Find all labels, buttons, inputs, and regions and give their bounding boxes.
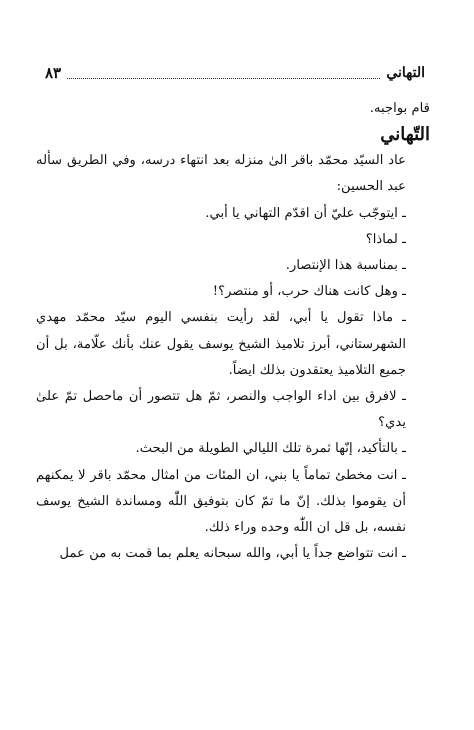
dialogue-line: ـ وهل كانت هناك حرب، أو منتصر؟!	[212, 284, 406, 300]
dialogue-line: ـ لماذا؟	[365, 231, 406, 247]
section-title: التّهاني	[380, 124, 430, 146]
dialogue-line: ـ بالتأكيد، إنّها ثمرة تلك الليالي الطويلة من البحث.	[135, 441, 406, 457]
leader-dots	[67, 68, 380, 79]
dialogue-line: ـ انت تتواضع جداً يا أبي، والله سبحانه يعلم بما قمت به من عمل	[59, 546, 406, 562]
running-title: التهاني	[386, 65, 425, 81]
dialogue-line: ـ انت مخطئ تماماً يا بني، ان المئات من امثال محمّد باقر لا يمكنهم أن يقوموا بذلك. إنّ ما تمّ كان بتوفيق اللّٰه ومساندة الشيخ يوسف نفسه، بل قل ان اللّٰه وحده وراء ذلك.	[36, 467, 406, 536]
paragraph: عاد السيّد محمّد باقر الیٰ منزله بعد انتهاء درسه، وفي الطريق سأله عبد الحسين:	[36, 153, 406, 195]
page-number: ٨٣	[45, 64, 62, 82]
dialogue-line: ـ ماذا تقول يا أبي، لقد رأيت بنفسي اليوم سيّد محمّد مهدي الشهرستاني، أبرز تلاميذ الشيخ يوسف يقول عنك بأنك علّامة، بل أن جميع التلاميذ يعتقدون بذلك ايضاً.	[36, 310, 406, 378]
dialogue-line: ـ ايتوجّب عليّ أن اقدّم التهاني يا أبي.	[205, 205, 406, 221]
dialogue-line: ـ لافرق بين اداء الواجب والنصر، ثمّ هل تتصور أن ماحصل تمّ علیٰ يدي؟	[36, 389, 406, 431]
running-header	[45, 62, 425, 84]
dialogue-line: ـ بمناسبة هذا الإنتصار.	[285, 258, 406, 274]
continuation-line: قام بواجبه.	[369, 101, 430, 116]
page-body	[36, 96, 430, 567]
